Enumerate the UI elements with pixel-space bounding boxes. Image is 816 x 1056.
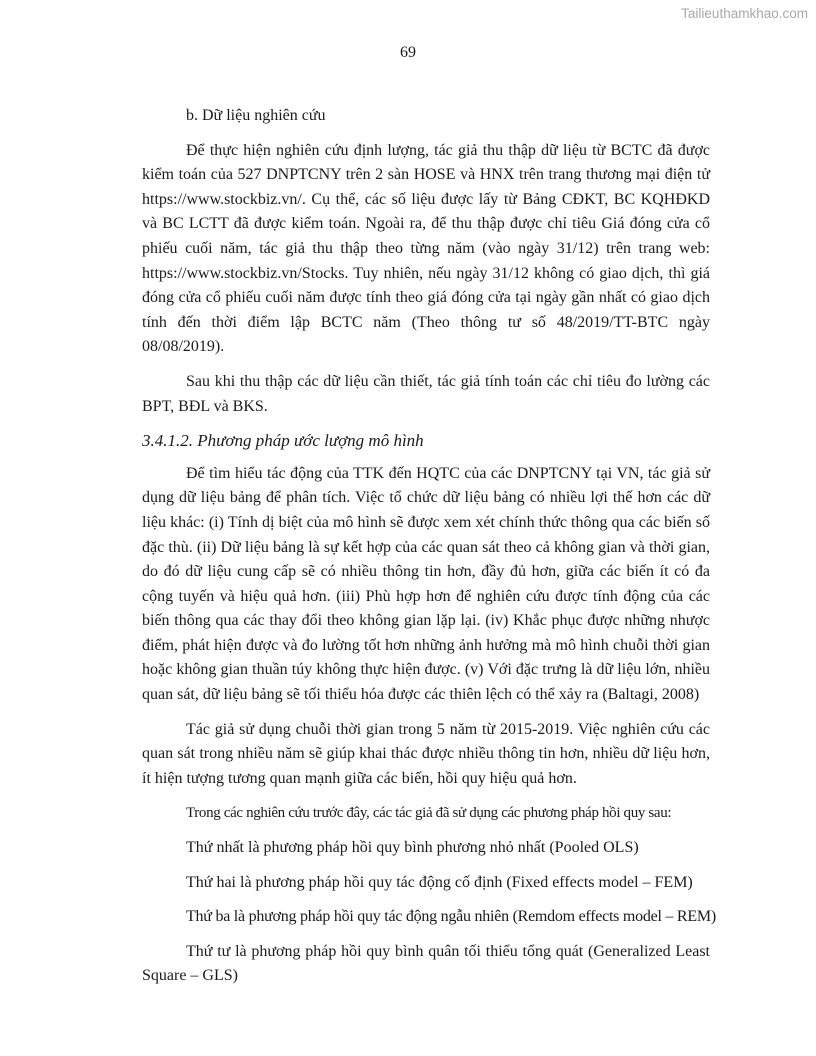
paragraph: Để tìm hiểu tác động của TTK đến HQTC của các DNPTCNY tại VN, tác giả sử dụng dữ liệu bảng để phân tích. Việc tổ chức dữ liệu bảng có nhiều lợi thế hơn các dữ liệu khác: (i) Tính dị biệt của mô hình sẽ được xem xét chính thức thông qua các biến số đặc thù. (ii) Dữ liệu bảng là sự kết hợp của các quan sát theo cả không gian và thời gian, do đó dữ liệu cung cấp sẽ có nhiều thông tin hơn, đầy đủ hơn, giữa các biến ít có đa cộng tuyến và hiệu quả hơn. (iii) Phù hợp hơn để nghiên cứu được tính động của các biến thông qua các thay đổi theo không gian lặp lại. (iv) Khắc phục được những nhược điểm, phát hiện được và đo lường tốt hơn những ảnh hưởng mà mô hình chuỗi thời gian hoặc không gian thuần túy không thực hiện được. (v) Với đặc trưng là dữ liệu lớn, nhiều quan sát, dữ liệu bảng sẽ tối thiểu hóa được các thiên lệch có thể xảy ra (Baltagi, 2008) xyxy=(142,464,710,704)
paragraph: Tác giả sử dụng chuỗi thời gian trong 5 năm từ 2015-2019. Việc nghiên cứu các quan sát trong nhiều năm sẽ giúp khai thác được nhiều thông tin hơn, nhiều dữ liệu hơn, ít hiện tượng tương quan mạnh giữa các biến, hồi quy hiệu quả hơn. xyxy=(142,720,710,787)
method-item: Thứ ba là phương pháp hồi quy tác động ngẫu nhiên (Remdom effects model – REM) xyxy=(186,908,716,926)
subsection-title: b. Dữ liệu nghiên cứu xyxy=(186,107,326,124)
paragraph: Để thực hiện nghiên cứu định lượng, tác giả thu thập dữ liệu từ BCTC đã được kiểm toán của 527 DNPTCNY trên 2 sàn HOSE và HNX trên trang thương mại điện tử https://www.stockbiz.vn/. Cụ thể, các số liệu được lấy từ Bảng CĐKT, BC KQHĐKD và BC LCTT đã được kiểm toán. Ngoài ra, để thu thập được chỉ tiêu Giá đóng cửa cổ phiếu cuối năm, tác giả thu thập theo từng năm (vào ngày 31/12) trên trang web: https://www.stockbiz.vn/Stocks. Tuy nhiên, nếu ngày 31/12 không có giao dịch, thì giá đóng cửa cổ phiếu cuối năm được tính theo giá đóng cửa tại ngày gần nhất có giao dịch tính đến thời điểm lập BCTC năm (Theo thông tư số 48/2019/TT-BTC ngày 08/08/2019). xyxy=(142,141,710,356)
page-number: 69 xyxy=(400,44,416,61)
document-body xyxy=(142,104,716,999)
paragraph: Sau khi thu thập các dữ liệu cần thiết, tác giả tính toán các chỉ tiêu đo lường các BPT, BĐL và BKS. xyxy=(142,372,710,415)
method-item: Thứ hai là phương pháp hồi quy tác động cố định (Fixed effects model – FEM) xyxy=(186,873,693,891)
watermark: Tailieuthamkhao.com xyxy=(681,6,808,21)
section-heading: 3.4.1.2. Phương pháp ước lượng mô hình xyxy=(142,431,424,451)
method-item: Thứ nhất là phương pháp hồi quy bình phương nhỏ nhất (Pooled OLS) xyxy=(186,839,639,857)
method-item: Thứ tư là phương pháp hồi quy bình quân tối thiểu tổng quát (Generalized Least Square – GLS) xyxy=(142,942,710,985)
methods-intro: Trong các nghiên cứu trước đây, các tác giả đã sử dụng các phương pháp hồi quy sau: xyxy=(186,805,672,822)
